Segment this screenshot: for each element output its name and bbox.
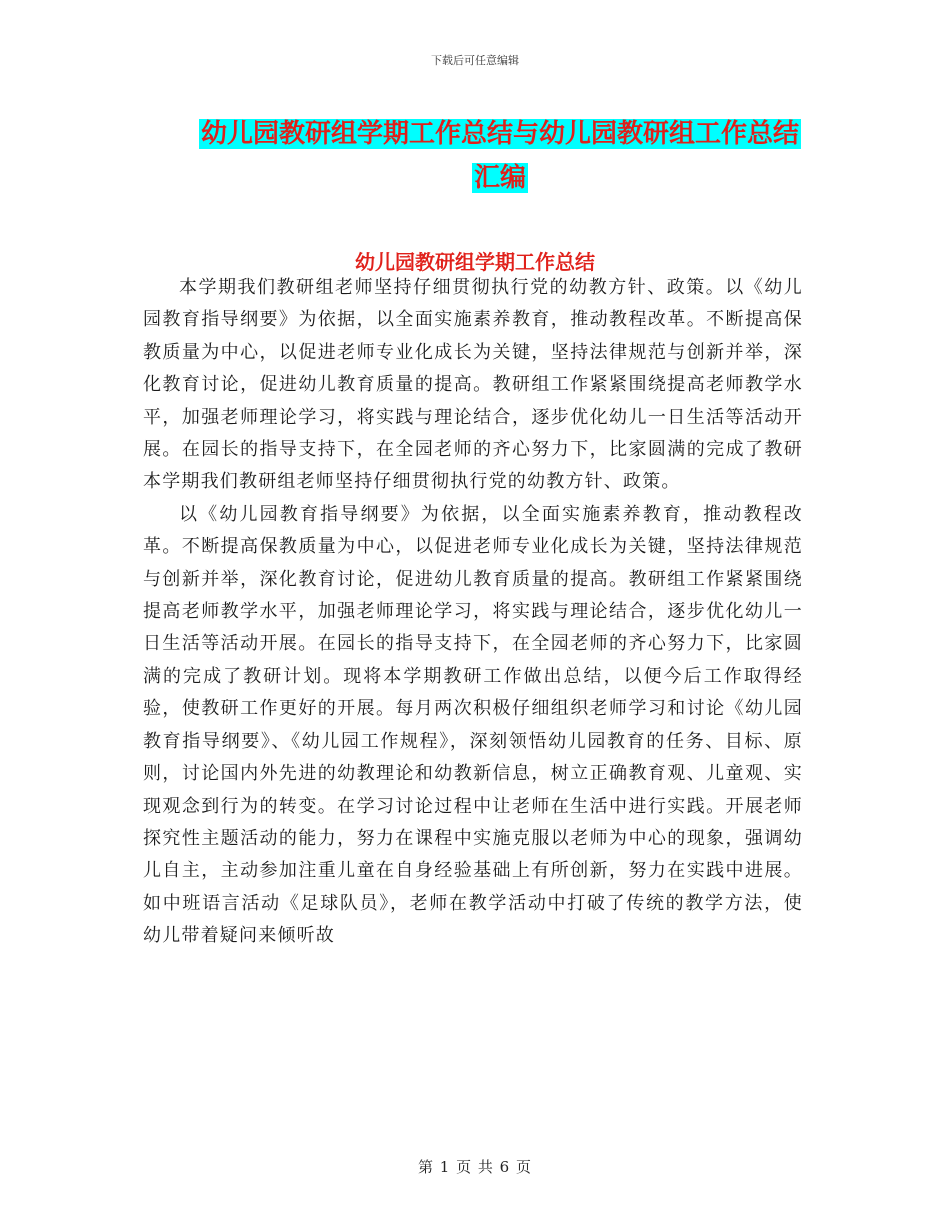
document-body bbox=[143, 272, 803, 953]
paragraph: 本学期我们教研组老师坚持仔细贯彻执行党的幼教方针、政策。以《幼儿园教育指导纲要》为依据，以全面实施素养教育，推动教程改革。不断提高保教质量为中心，以促进老师专业化成长为关键，坚持法律规范与创新并举，深化教育讨论，促进幼儿教育质量的提高。教研组工作紧紧围绕提高老师教学水平，加强老师理论学习，将实践与理论结合，逐步优化幼儿一日生活等活动开展。在园长的指导支持下，在全园老师的齐心努力下，比家圆满的完成了教研本学期我们教研组老师坚持仔细贯彻执行党的幼教方针、政策。 bbox=[143, 277, 803, 493]
document-title-line1: 幼儿园教研组学期工作总结与幼儿园教研组工作总结 bbox=[200, 119, 799, 149]
section-title: 幼儿园教研组学期工作总结 bbox=[355, 250, 595, 274]
page-number: 第 1 页 共 6 页 bbox=[418, 1158, 532, 1176]
document-title bbox=[190, 112, 810, 200]
header-note: 下载后可任意编辑 bbox=[431, 54, 519, 67]
document-title-line2: 汇编 bbox=[473, 163, 526, 193]
paragraph: 以《幼儿园教育指导纲要》为依据，以全面实施素养教育，推动教程改革。不断提高保教质量为中心，以促进老师专业化成长为关键，坚持法律规范与创新并举，深化教育讨论，促进幼儿教育质量的提高。教研组工作紧紧围绕提高老师教学水平，加强老师理论学习，将实践与理论结合，逐步优化幼儿一日生活等活动开展。在园长的指导支持下，在全园老师的齐心努力下，比家圆满的完成了教研计划。现将本学期教研工作做出总结，以便今后工作取得经验，使教研工作更好的开展。每月两次积极仔细组织老师学习和讨论《幼儿园教育指导纲要》、《幼儿园工作规程》，深刻领悟幼儿园教育的任务、目标、原则，讨论国内外先进的幼教理论和幼教新信息，树立正确教育观、儿童观、实现观念到行为的转变。在学习讨论过程中让老师在生活中进行实践。开展老师探究性主题活动的能力，努力在课程中实施克服以老师为中心的现象，强调幼儿自主，主动参加注重儿童在自身经验基础上有所创新，努力在实践中进展。如中班语言活动《足球队员》，老师在教学活动中打破了传统的教学方法，使幼儿带着疑问来倾听故 bbox=[143, 503, 803, 947]
